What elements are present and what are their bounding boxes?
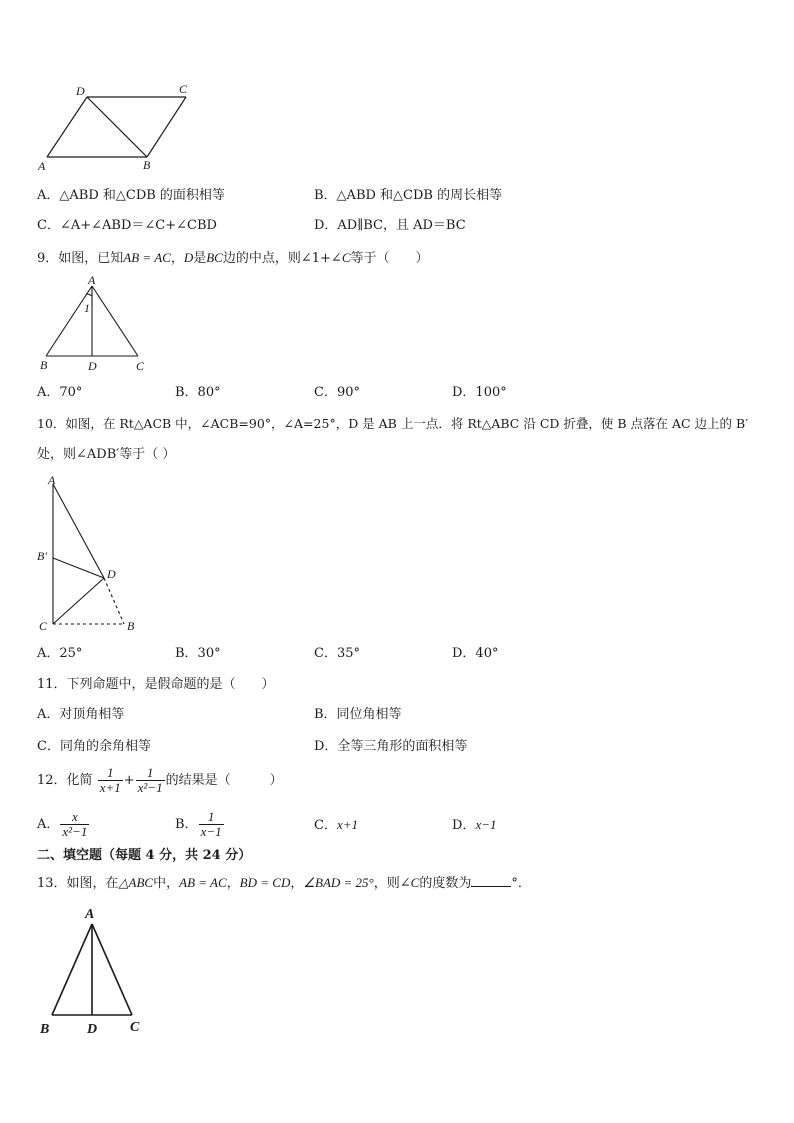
label-B: B [40, 1022, 50, 1037]
answer-blank [471, 874, 511, 887]
label-D: D [107, 567, 116, 581]
label-C: C [179, 82, 188, 96]
label-D: D [76, 84, 85, 98]
q8-option-c: C．∠A+∠ABD＝∠C+∠CBD [37, 218, 217, 233]
q8-option-a: A．△ABD 和△CDB 的面积相等 [37, 188, 225, 203]
label-B: B [143, 158, 151, 172]
section-title: 二、填空题（每题 4 分，共 24 分） [37, 848, 252, 863]
q10-option-d: D．40° [452, 646, 499, 661]
label-A: A [48, 473, 56, 487]
q10-stem-line1: 10．如图，在 Rt△ACB 中，∠ACB=90°，∠A=25°，D 是 AB 上一点．将 Rt△ABC 沿 CD 折叠，使 B 点落在 AC 边上的 B′ [37, 416, 749, 431]
q8-option-b: B．△ABD 和△CDB 的周长相等 [314, 188, 503, 203]
q11-option-d: D．全等三角形的面积相等 [314, 739, 468, 754]
q11-option-a: A．对顶角相等 [37, 707, 125, 722]
q9-option-a: A．70° [37, 385, 83, 400]
q9-option-d: D．100° [452, 385, 507, 400]
label-A: A [85, 907, 95, 922]
label-C: C [136, 359, 145, 373]
label-B: B [127, 619, 135, 633]
label-A: A [38, 159, 46, 173]
label-D: D [87, 1022, 98, 1037]
q9-option-c: C．90° [314, 385, 360, 400]
label-B-prime: B′ [37, 549, 47, 563]
fraction-2: $\frac{1}{\text{x²−1}}$ [137, 765, 163, 795]
q10-stem-line2: 处，则∠ADB′等于（ ） [37, 447, 176, 462]
label-B: B [40, 358, 48, 372]
q12-option-b: B． $\frac{1}{x-1}$ [175, 809, 222, 839]
parallelogram-figure [0, 0, 794, 200]
q12-option-a: A． $\frac{x}{\text{x²−1}}$ [37, 809, 88, 839]
q12-stem: 12．化简 $\frac{1}{x+1}$ + $\frac{1}{\text{x²−1}}$ 的结果是（ ） [37, 765, 283, 795]
fold-triangle-figure-q10 [0, 470, 200, 640]
q9-stem: 9．如图，已知AB = AC，D是BC边的中点，则∠1+∠C等于（ ） [37, 250, 429, 266]
fraction-1: $\frac{1}{x+1}$ [99, 765, 121, 795]
label-D: D [88, 359, 97, 373]
q9-option-b: B．80° [175, 385, 221, 400]
q10-option-b: B．30° [175, 646, 221, 661]
label-C: C [39, 619, 48, 633]
q11-option-b: B．同位角相等 [314, 707, 402, 722]
q11-option-c: C．同角的余角相等 [37, 739, 151, 754]
label-C: C [130, 1020, 140, 1035]
label-A: A [88, 273, 96, 287]
q10-option-c: C．35° [314, 646, 360, 661]
q10-option-a: A．25° [37, 646, 83, 661]
q12-option-c: C．x+1 [314, 817, 358, 833]
q8-option-d: D．AD∥BC，且 AD＝BC [314, 218, 466, 233]
q11-stem: 11．下列命题中，是假命题的是（ ） [37, 677, 275, 692]
isosceles-triangle-figure-q13 [0, 900, 200, 1040]
isosceles-triangle-figure-q9 [0, 270, 200, 380]
q13-stem: 13．如图，在△ABC中，AB = AC，BD = CD，∠BAD = 25°，则∠C的度数为 °． [37, 875, 531, 891]
q12-option-d: D．x−1 [452, 817, 497, 833]
label-1: 1 [84, 301, 90, 315]
